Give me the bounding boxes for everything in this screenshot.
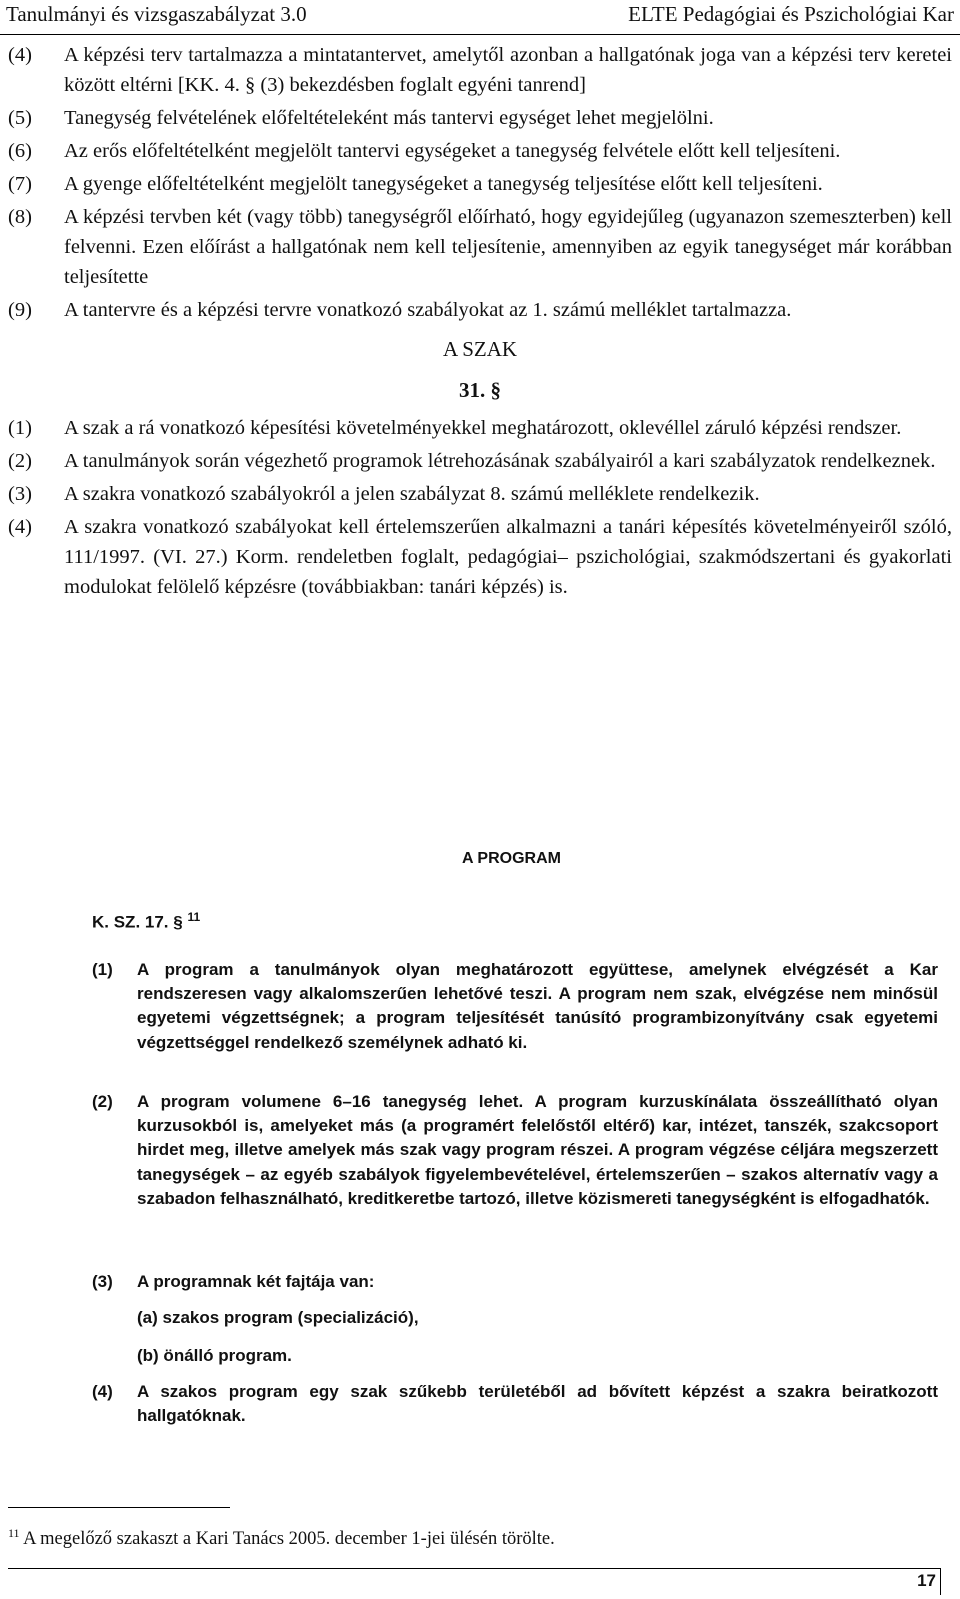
paragraph-text: A szakra vonatkozó szabályokat kell értelemszerűen alkalmazni a tanári képesítés követelményeiről szóló, 111/1997. (VI. 27.) Korm. rendeletben foglalt, pedagógiai– pszichológiai, szakmódszertani és gyakorlati modulokat felölelő képzésre (továbbiakban: tanári képzés) is. [64, 516, 952, 598]
paragraph-text: A szak a rá vonatkozó képesítési követelményekkel meghatározott, oklevéllel záruló képzési rendszer. [64, 417, 902, 439]
paragraph-text: A gyenge előfeltételként megjelölt tanegységeket a tanegység teljesítése előtt kell teljesíteni. [64, 173, 823, 195]
paragraph-text: A tantervre és a képzési tervre vonatkozó szabályokat az 1. számú melléklet tartalmazza. [64, 299, 792, 321]
paragraph-text: A képzési tervben két (vagy több) tanegységről előírható, hogy egyidejűleg (ugyanazon szemeszterben) kell felvenni. Ezen előírást a hallgatónak nem kell teljesítenie, amennyiben az egyik tanegységet már korábban teljesítette [64, 206, 952, 288]
paragraph-number: (2) [92, 1092, 113, 1111]
paragraph-number: (7) [8, 173, 32, 195]
header-faculty-name: ELTE Pedagógiai és Pszichológiai Kar [628, 2, 954, 26]
paragraph-text: Tanegység felvételének előfeltételeként más tantervi egységet lehet megjelölni. [64, 107, 714, 129]
ksz-section-label: K. SZ. 17. § $^{11}$ [92, 910, 201, 932]
szak-paragraph-1 [8, 413, 952, 443]
paragraph-text: A tanulmányok során végezhető programok létrehozásának szabályairól a kari szabályzatok rendelkeznek. [64, 450, 936, 472]
paragraph-number: (5) [8, 107, 32, 129]
page-number: 17 [917, 1571, 936, 1590]
footnote-divider [8, 1507, 230, 1508]
paragraph-text: A program volumene 6–16 tanegység lehet. A program kurzuskínálata összeállítható olyan kurzusokból is, amelyeket más (a programért felelőstől eltérő) kar, intézet, tanszék, szakcsoport hirdet meg, illetve amelyek más szak vagy program részei. A program végzése céljára megszerzett tanegységek – az egyéb szabályok figyelembevételével, értelemszerűen – szakos alternatív vagy a szabadon felhasználható, kreditkeretbe tartozó, illetve közismereti tanegységként is elfogadhatók. [137, 1092, 938, 1208]
section-title-program: A PROGRAM [462, 850, 561, 867]
paragraph-4 [8, 40, 952, 100]
footnote [8, 1526, 555, 1550]
page-header [0, 0, 960, 35]
paragraph-text: A program a tanulmányok olyan meghatározott együttese, amelynek elvégzését a Kar rendszeresen vagy alkalomszerűen lehetővé teszi. A program nem szak, elvégzése nem minősül egyetemi végzettségnek; a program teljesítését tanúsító programbizonyítvány csak egyetemi végzettséggel rendelkező személynek adható ki. [137, 960, 938, 1052]
paragraph-number: (3) [92, 1272, 113, 1291]
section-number-31: 31. § [459, 378, 501, 402]
section-title-szak: A SZAK [442, 337, 518, 361]
program-paragraph-3 [92, 1270, 938, 1294]
paragraph-number: (1) [8, 417, 32, 439]
footnote-number: 11 [8, 1526, 20, 1540]
paragraph-number: (9) [8, 299, 32, 321]
page-footer [8, 1568, 941, 1595]
paragraph-5 [8, 103, 952, 133]
paragraph-text: Az erős előfeltételként megjelölt tantervi egységeket a tanegység felvétele előtt kell teljesíteni. [64, 140, 841, 162]
paragraph-number: (4) [8, 44, 32, 66]
paragraph-number: (4) [8, 516, 32, 538]
paragraph-text: A szakos program egy szak szűkebb területéből ad bővített képzést a szakra beiratkozott hallgatóknak. [137, 1382, 938, 1426]
program-paragraph-1 [92, 958, 938, 1055]
program-paragraph-4 [92, 1380, 938, 1428]
paragraph-8 [8, 202, 952, 292]
szak-paragraph-3 [8, 479, 952, 509]
footnote-text: A megelőző szakaszt a Kari Tanács 2005. december 1-jei ülésén törölte. [23, 1529, 555, 1550]
paragraph-number: (1) [92, 960, 113, 979]
paragraph-text: A programnak két fajtája van: [137, 1272, 375, 1291]
program-paragraph-2 [92, 1090, 938, 1211]
program-type-a: (a) szakos program (specializáció), [137, 1308, 419, 1327]
main-content [8, 40, 952, 605]
paragraph-number: (8) [8, 206, 32, 228]
paragraph-number: (4) [92, 1382, 113, 1401]
program-type-b: (b) önálló program. [137, 1346, 292, 1365]
header-document-title: Tanulmányi és vizsgaszabályzat 3.0 [6, 2, 307, 26]
paragraph-text: A képzési terv tartalmazza a mintatantervet, amelytől azonban a hallgatónak joga van a képzési terv keretei között eltérni [KK. 4. § (3) bekezdésben foglalt egyéni tanrend] [64, 44, 952, 96]
paragraph-text: A szakra vonatkozó szabályokról a jelen szabályzat 8. számú melléklete rendelkezik. [64, 483, 760, 505]
paragraph-9 [8, 295, 952, 325]
szak-paragraph-2 [8, 446, 952, 476]
paragraph-6 [8, 136, 952, 166]
paragraph-7 [8, 169, 952, 199]
paragraph-number: (6) [8, 140, 32, 162]
paragraph-number: (2) [8, 450, 32, 472]
paragraph-number: (3) [8, 483, 32, 505]
footnote-ref[interactable]: 11 [187, 910, 201, 924]
szak-paragraph-4 [8, 512, 952, 602]
